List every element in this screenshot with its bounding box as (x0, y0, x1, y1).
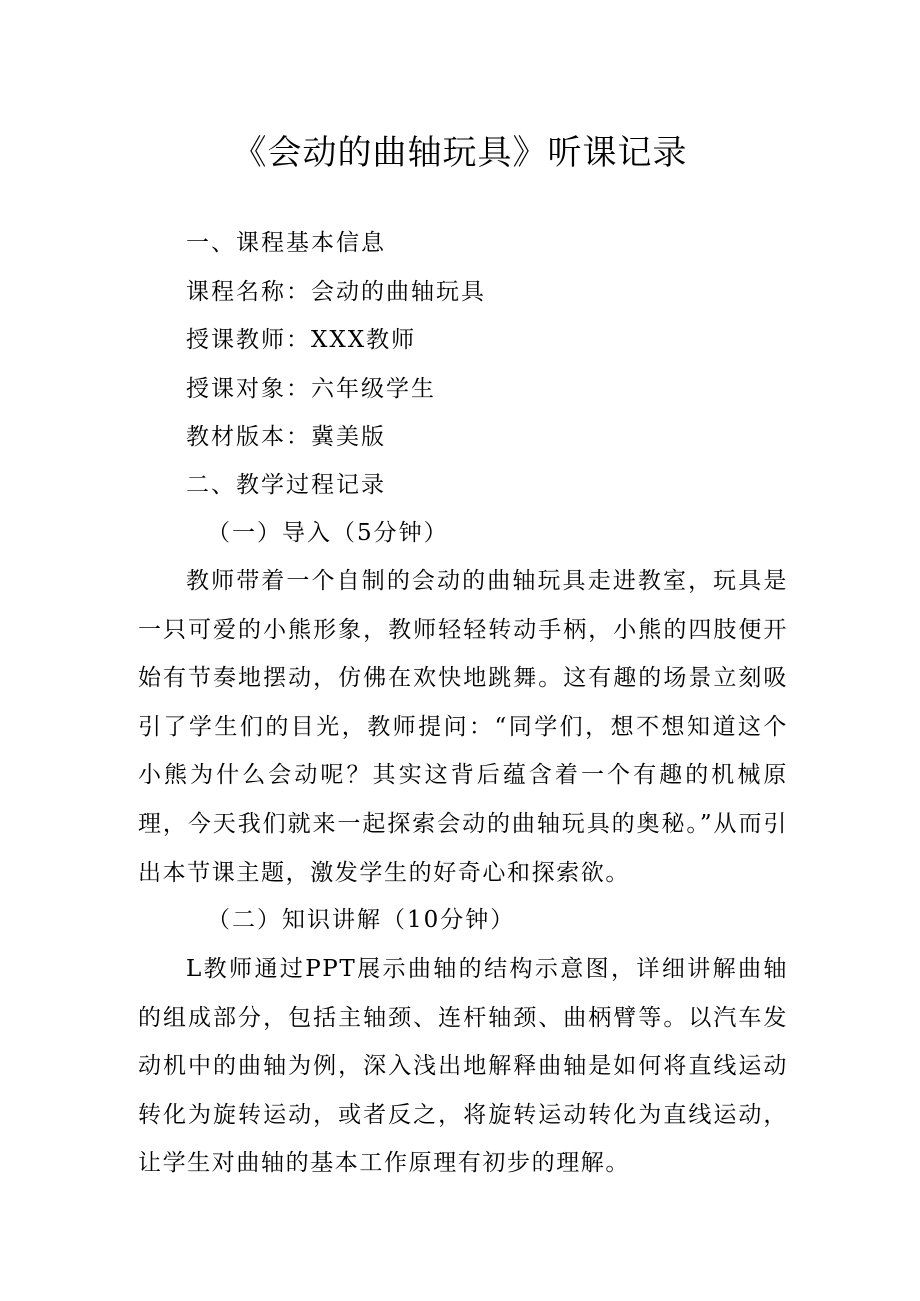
section-heading-teaching-process: 二、教学过程记录 (186, 472, 386, 498)
course-name-line: 课程名称：会动的曲轴玩具 (186, 279, 486, 305)
subsection-heading-knowledge: （二）知识讲解（10分钟） (207, 907, 516, 933)
section-heading-basic-info: 一、课程基本信息 (186, 230, 386, 256)
intro-paragraph: 教师带着一个自制的会动的曲轴玩具走进教室，玩具是一只可爱的小熊形象，教师轻轻转动手柄，小熊的四肢便开始有节奏地摆动，仿佛在欢快地跳舞。这有趣的场景立刻吸引了学生们的目光，教师提问：“同学们，想不想知道这个小熊为什么会动呢？其实这背后蕴含着一个有趣的机械原理，今天我们就来一起探索会动的曲轴玩具的奥秘。”从而引出本节课主题，激发学生的好奇心和探索欲。 (138, 568, 788, 886)
subsection-heading-intro: （一）导入（5分钟） (207, 520, 449, 546)
knowledge-paragraph: L教师通过PPT展示曲轴的结构示意图，详细讲解曲轴的组成部分，包括主轴颈、连杆轴颈、曲柄臂等。以汽车发动机中的曲轴为例，深入浅出地解释曲轴是如何将直线运动转化为旋转运动，或者反之，将旋转运动转化为直线运动，让学生对曲轴的基本工作原理有初步的理解。 (138, 956, 788, 1177)
teacher-line: 授课教师：XXX教师 (186, 327, 417, 353)
audience-line: 授课对象：六年级学生 (186, 376, 436, 402)
textbook-line: 教材版本：冀美版 (186, 424, 386, 450)
document-title: 《会动的曲轴玩具》听课记录 (232, 133, 688, 173)
